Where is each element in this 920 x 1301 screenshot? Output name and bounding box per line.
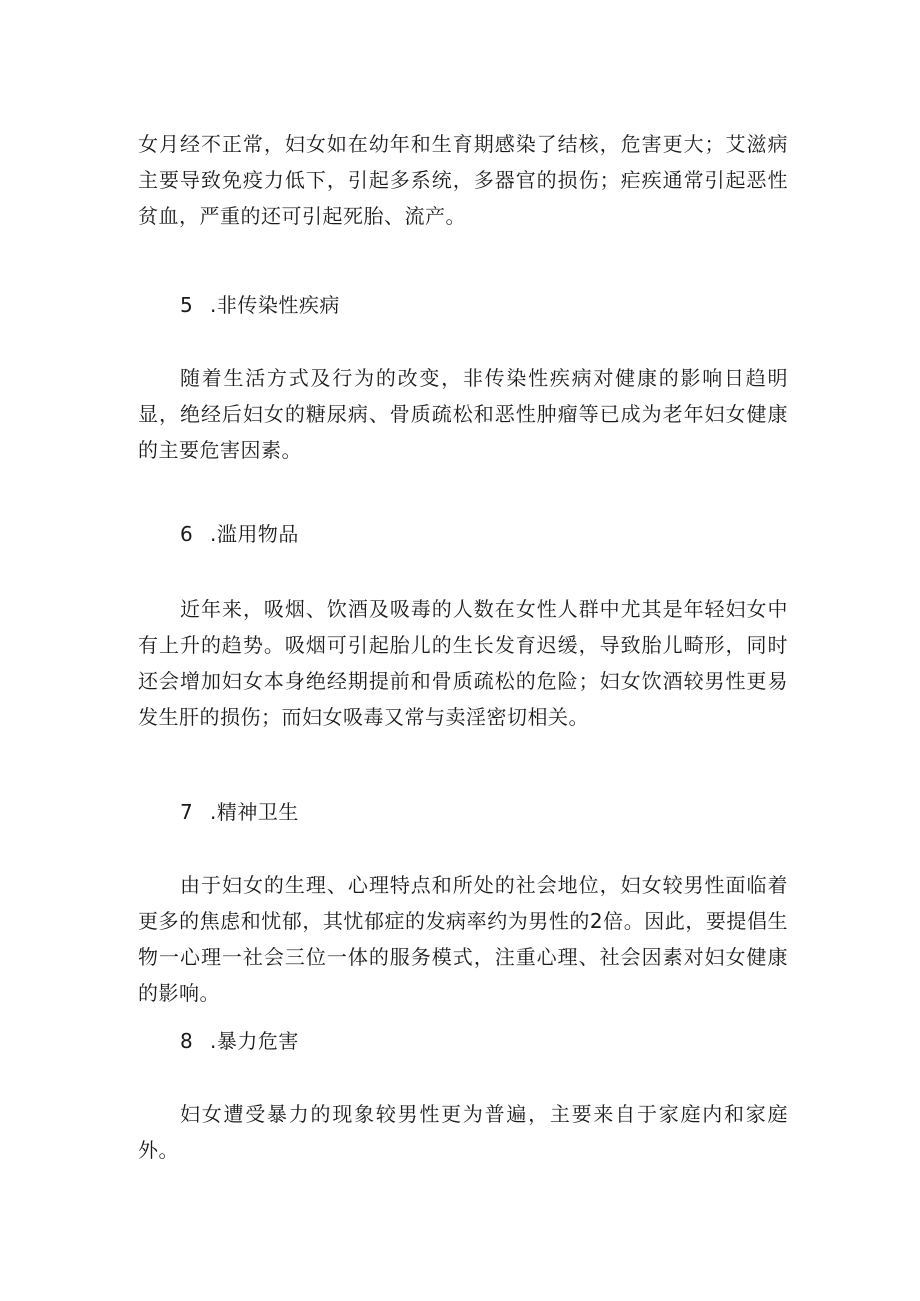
paragraph-infectious-diseases-continued: 女月经不正常，妇女如在幼年和生育期感染了结核，危害更大；艾滋病主要导致免疫力低下，引起多系统，多器官的损伤；疟疾通常引起恶性贫血，严重的还可引起死胎、流产。 bbox=[138, 132, 788, 228]
section-heading-8 bbox=[180, 1027, 299, 1055]
section-number: 6 bbox=[180, 522, 194, 546]
paragraph-violence: 妇女遭受暴力的现象较男性更为普遍，主要来自于家庭内和家庭外。 bbox=[138, 1102, 788, 1162]
paragraph-substance-abuse: 近年来，吸烟、饮酒及吸毒的人数在女性人群中尤其是年轻妇女中有上升的趋势。吸烟可引起胎儿的生长发育迟缓，导致胎儿畸形，同时还会增加妇女本身绝经期提前和骨质疏松的危险；妇女饮酒较男性更易发生肝的损伤；而妇女吸毒又常与卖淫密切相关。 bbox=[138, 597, 788, 729]
section-number: 8 bbox=[180, 1029, 194, 1053]
paragraph-mental-health: 由于妇女的生理、心理特点和所处的社会地位，妇女较男性面临着更多的焦虑和忧郁，其忧郁症的发病率约为男性的2倍。因此，要提倡生物一心理一社会三位一体的服务模式，注重心理、社会因素对妇女健康的影响。 bbox=[138, 873, 788, 1005]
section-number: 5 bbox=[180, 293, 194, 317]
section-title: .滥用物品 bbox=[210, 522, 299, 546]
section-heading-7 bbox=[180, 798, 299, 826]
section-heading-6 bbox=[180, 520, 299, 548]
section-number: 7 bbox=[180, 800, 194, 824]
section-title: .非传染性疾病 bbox=[210, 293, 340, 317]
section-heading-5 bbox=[180, 291, 340, 319]
section-title: .暴力危害 bbox=[210, 1029, 299, 1053]
paragraph-non-infectious-diseases: 随着生活方式及行为的改变，非传染性疾病对健康的影响日趋明显，绝经后妇女的糖尿病、骨质疏松和恶性肿瘤等已成为老年妇女健康的主要危害因素。 bbox=[138, 366, 788, 462]
section-title: .精神卫生 bbox=[210, 800, 299, 824]
